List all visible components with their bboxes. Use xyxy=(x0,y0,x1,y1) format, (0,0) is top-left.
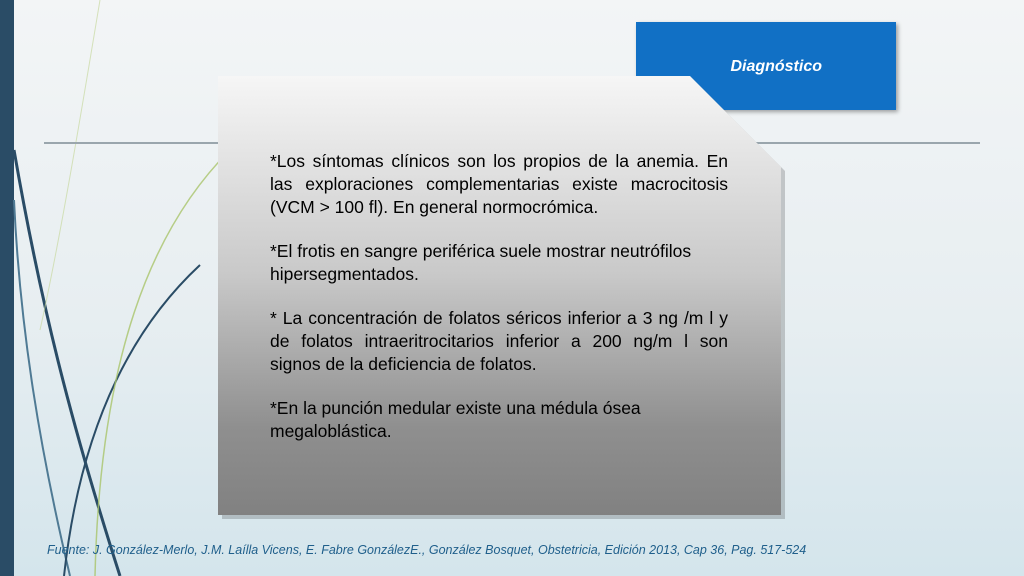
body-text xyxy=(270,150,728,464)
paragraph-smear: *El frotis en sangre periférica suele mostrar neutrófilos hipersegmentados. xyxy=(270,241,692,284)
source-citation: Fuente: J. González-Merlo, J.M. Laílla Vicens, E. Fabre GonzálezE., González Bosquet, Obstetricia, Edición 2013, Cap 36, Pag. 517-524 xyxy=(47,543,807,557)
paragraph-folate: * La concentración de folatos séricos inferior a 3 ng /m l y de folatos intraeritrocitarios inferior a 200 ng/m l son signos de la deficiencia de folatos. xyxy=(270,308,728,374)
paragraph-symptoms: *Los síntomas clínicos son los propios de la anemia. En las exploraciones complementarias existe macrocitosis (VCM > 100 fl). En general normocrómica. xyxy=(270,151,728,217)
slide-title: Diagnóstico xyxy=(730,58,822,75)
paragraph-marrow: *En la punción medular existe una médula ósea megaloblástica. xyxy=(270,398,641,441)
